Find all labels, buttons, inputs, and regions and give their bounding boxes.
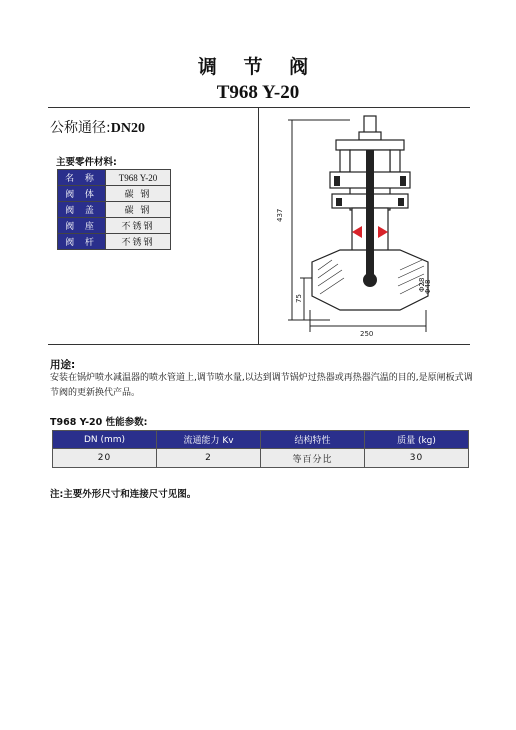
dim-lower-label: 75 bbox=[295, 294, 303, 303]
perf-header-dn: DN (mm) bbox=[53, 431, 157, 449]
perf-header-characteristic: 结构特性 bbox=[261, 431, 365, 449]
perf-cell-characteristic: 等百分比 bbox=[261, 449, 365, 468]
nominal-value: DN20 bbox=[110, 121, 145, 136]
frame-bottom-line bbox=[48, 344, 470, 345]
nominal-label: 公称通径: bbox=[50, 120, 111, 136]
parts-key: 阀 盖 bbox=[58, 202, 106, 218]
model-title: T968 Y-20 bbox=[216, 82, 300, 103]
parts-key: 名 称 bbox=[58, 170, 106, 186]
perf-header-mass: 质量 (kg) bbox=[365, 431, 469, 449]
dim-flange-label: Φ48 bbox=[424, 279, 432, 294]
parts-table bbox=[57, 169, 171, 250]
frame-top-line bbox=[48, 107, 470, 108]
main-parts-label: 主要零件材料: bbox=[56, 157, 117, 168]
parts-row bbox=[58, 170, 171, 186]
parts-row bbox=[58, 202, 171, 218]
nominal-diameter bbox=[50, 117, 145, 137]
top-flange bbox=[336, 140, 404, 150]
frame-divider bbox=[258, 107, 259, 344]
parts-value: 碳 钢 bbox=[106, 186, 171, 202]
valve-drawing bbox=[270, 110, 470, 340]
valve-stem bbox=[366, 150, 374, 280]
perf-cell-mass: 30 bbox=[365, 449, 469, 468]
dim-height-label: 437 bbox=[276, 208, 284, 222]
performance-label: T968 Y-20 性能参数: bbox=[50, 417, 148, 428]
dim-bore-label: Φ28 bbox=[418, 277, 426, 292]
parts-key: 阀 座 bbox=[58, 218, 106, 234]
performance-data-row bbox=[53, 449, 469, 468]
parts-row bbox=[58, 234, 171, 250]
perf-cell-kv: 2 bbox=[157, 449, 261, 468]
parts-value: 碳 钢 bbox=[106, 202, 171, 218]
perf-header-kv: 流通能力 Kv bbox=[157, 431, 261, 449]
page-title: 调 节 阀 bbox=[197, 56, 319, 78]
parts-value: 不锈钢 bbox=[106, 234, 171, 250]
dim-width-label: 250 bbox=[360, 330, 374, 338]
performance-table bbox=[52, 430, 469, 468]
usage-text: 安装在锅炉喷水减温器的喷水管道上,调节喷水量,以达到调节锅炉过热器或再热器汽温的目的,是原闸板式调节阀的更新换代产品。 bbox=[50, 373, 473, 398]
performance-header-row bbox=[53, 431, 469, 449]
parts-row bbox=[58, 218, 171, 234]
parts-value: T968 Y-20 bbox=[106, 170, 171, 186]
parts-row bbox=[58, 186, 171, 202]
parts-value: 不锈钢 bbox=[106, 218, 171, 234]
footnote: 注:主要外形尺寸和连接尺寸见图。 bbox=[50, 489, 197, 500]
usage-label: 用途: bbox=[50, 359, 76, 371]
parts-key: 阀 杆 bbox=[58, 234, 106, 250]
perf-cell-dn: 20 bbox=[53, 449, 157, 468]
parts-key: 阀 体 bbox=[58, 186, 106, 202]
